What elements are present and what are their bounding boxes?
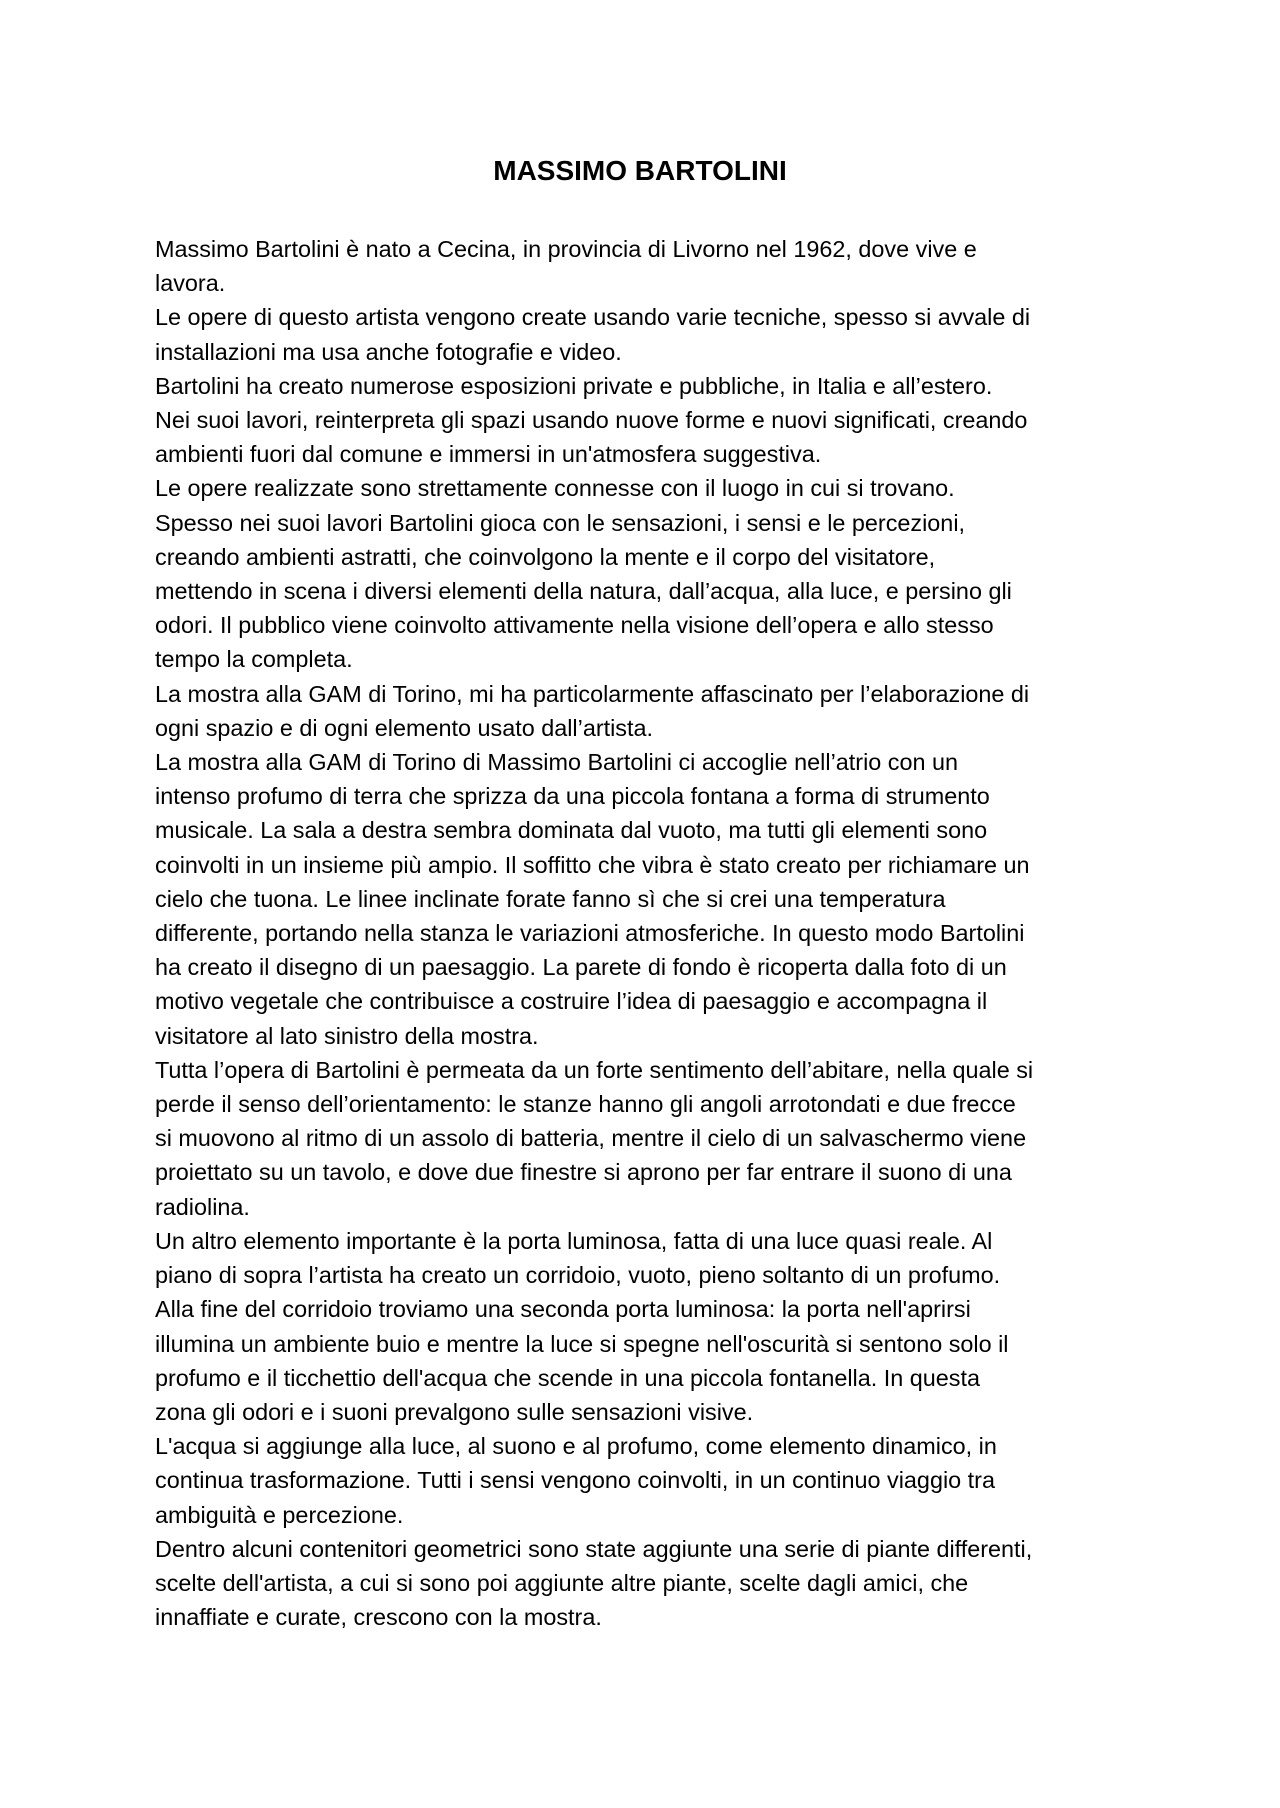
text-line: perde il senso dell’orientamento: le stanze hanno gli angoli arrotondati e due frecce	[155, 1091, 1016, 1118]
text-line: Le opere realizzate sono strettamente connesse con il luogo in cui si trovano.	[155, 475, 955, 502]
text-line: lavora.	[155, 270, 226, 297]
text-line: piano di sopra l’artista ha creato un corridoio, vuoto, pieno soltanto di un profumo.	[155, 1262, 1001, 1289]
text-line: Alla fine del corridoio troviamo una seconda porta luminosa: la porta nell'aprirsi	[155, 1296, 971, 1323]
text-line: tempo la completa.	[155, 646, 353, 673]
text-line: Dentro alcuni contenitori geometrici sono state aggiunte una serie di piante differenti,	[155, 1535, 1033, 1562]
text-line: La mostra alla GAM di Torino di Massimo Bartolini ci accoglie nell’atrio con un	[155, 749, 959, 776]
text-line: continua trasformazione. Tutti i sensi vengono coinvolti, in un continuo viaggio tra	[155, 1467, 995, 1494]
text-line: innaffiate e curate, crescono con la mostra.	[155, 1604, 602, 1631]
text-line: Spesso nei suoi lavori Bartolini gioca con le sensazioni, i sensi e le percezioni,	[155, 509, 966, 536]
text-line: La mostra alla GAM di Torino, mi ha particolarmente affascinato per l’elaborazione di	[155, 680, 1030, 707]
text-line: mettendo in scena i diversi elementi della natura, dall’acqua, alla luce, e persino gli	[155, 578, 1012, 605]
document-body	[155, 232, 1135, 1634]
text-line: Nei suoi lavori, reinterpreta gli spazi usando nuove forme e nuovi significati, creando	[155, 407, 1028, 434]
text-line: musicale. La sala a destra sembra dominata dal vuoto, ma tutti gli elementi sono	[155, 817, 988, 844]
text-line: Un altro elemento importante è la porta luminosa, fatta di una luce quasi reale. Al	[155, 1227, 993, 1254]
text-line: differente, portando nella stanza le variazioni atmosferiche. In questo modo Bartolini	[155, 920, 1025, 947]
text-line: proiettato su un tavolo, e dove due finestre si aprono per far entrare il suono di una	[155, 1159, 1012, 1186]
text-line: zona gli odori e i suoni prevalgono sulle sensazioni visive.	[155, 1398, 754, 1425]
document-title: MASSIMO BARTOLINI	[493, 155, 787, 186]
text-line: radiolina.	[155, 1193, 250, 1220]
text-line: profumo e il ticchettio dell'acqua che scende in una piccola fontanella. In questa	[155, 1364, 980, 1391]
text-line: Bartolini ha creato numerose esposizioni private e pubbliche, in Italia e all’estero.	[155, 372, 993, 399]
text-line: Le opere di questo artista vengono create usando varie tecniche, spesso si avvale di	[155, 304, 1031, 331]
text-line: Massimo Bartolini è nato a Cecina, in provincia di Livorno nel 1962, dove vive e	[155, 236, 977, 262]
text-line: coinvolti in un insieme più ampio. Il soffitto che vibra è stato creato per richiamare un	[155, 851, 1030, 878]
text-line: creando ambienti astratti, che coinvolgono la mente e il corpo del visitatore,	[155, 543, 936, 570]
text-line: L'acqua si aggiunge alla luce, al suono e al profumo, come elemento dinamico, in	[155, 1433, 997, 1460]
text-line: visitatore al lato sinistro della mostra.	[155, 1022, 539, 1049]
text-line: cielo che tuona. Le linee inclinate forate fanno sì che si crei una temperatura	[155, 885, 946, 912]
text-line: scelte dell'artista, a cui si sono poi aggiunte altre piante, scelte dagli amici, che	[155, 1569, 969, 1596]
text-line: si muovono al ritmo di un assolo di batteria, mentre il cielo di un salvaschermo viene	[155, 1125, 1027, 1152]
text-line: odori. Il pubblico viene coinvolto attivamente nella visione dell’opera e allo stesso	[155, 612, 994, 639]
text-line: intenso profumo di terra che sprizza da una piccola fontana a forma di strumento	[155, 783, 990, 810]
text-line: ha creato il disegno di un paesaggio. La parete di fondo è ricoperta dalla foto di un	[155, 954, 1007, 981]
text-line: motivo vegetale che contribuisce a costruire l’idea di paesaggio e accompagna il	[155, 988, 988, 1015]
text-line: ambiguità e percezione.	[155, 1501, 404, 1528]
text-line: Tutta l’opera di Bartolini è permeata da un forte sentimento dell’abitare, nella quale si	[155, 1056, 1034, 1083]
text-line: ogni spazio e di ogni elemento usato dall’artista.	[155, 714, 654, 741]
text-line: ambienti fuori dal comune e immersi in un'atmosfera suggestiva.	[155, 441, 822, 468]
text-line: installazioni ma usa anche fotografie e video.	[155, 338, 622, 365]
text-line: illumina un ambiente buio e mentre la luce si spegne nell'oscurità si sentono solo il	[155, 1330, 1009, 1357]
